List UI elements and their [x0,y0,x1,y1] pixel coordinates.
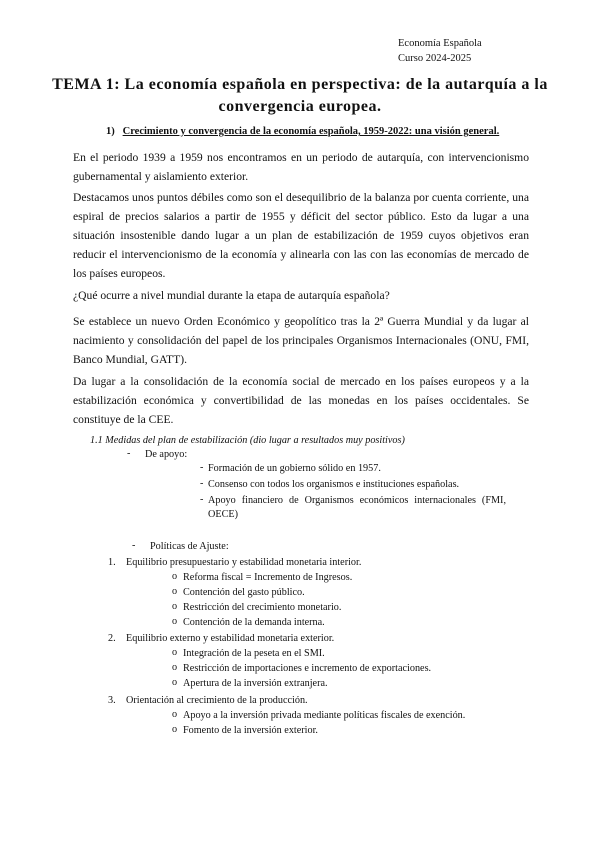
dash-bullet: - [200,494,204,505]
section-title: Crecimiento y convergencia de la economía española, 1959-2022: una visión general. [122,126,500,137]
paragraph-orden-economico: Se establece un nuevo Orden Económico y geopolítico tras la 2ª Guerra Mundial y da lugar al nacimiento y consolidación del papel de los principales Organismos Internacionales (ONU, FMI, Banco Mundial, GATT). [73,315,529,366]
ajuste-subitem: Restricción de importaciones e incremento de exportaciones. [183,663,432,674]
list-number: 2. [108,633,116,644]
circle-bullet-icon: o [172,616,178,627]
ajuste-subitem: Apertura de la inversión extranjera. [183,678,328,689]
dash-bullet: - [200,462,204,473]
ajuste-label: Políticas de Ajuste: [150,541,229,552]
apoyo-item: Formación de un gobierno sólido en 1957. [208,463,381,474]
paragraph-puntos-debiles: Destacamos unos puntos débiles como son el desequilibrio de la balanza por cuenta corriente, una espiral de precios salarios a partir de 1955 y déficit del sector público. Esto da lugar a una situación insostenible dando lugar a un plan de estabilización de 1959 cuyos objetivos eran reducir el intervencionismo de la economía y alinearla con las con las economías de mercado de los países europeos. [73,191,529,280]
ajuste-subitem: Fomento de la inversión exterior. [183,725,318,736]
apoyo-item: Consenso con todos los organismos e instituciones españolas. [208,479,460,490]
ajuste-item: Equilibrio externo y estabilidad monetaria exterior. [126,633,335,644]
list-number: 3. [108,695,116,706]
circle-bullet-icon: o [172,647,178,658]
circle-bullet-icon: o [172,571,178,582]
subsection-heading: 1.1 Medidas del plan de estabilización (dio lugar a resultados muy positivos) [90,435,405,446]
ajuste-subitem: Apoyo a la inversión privada mediante políticas fiscales de exención. [183,710,466,721]
apoyo-item: Apoyo financiero de Organismos económicos internacionales (FMI, OECE) [208,495,506,520]
ajuste-subitem: Restricción del crecimiento monetario. [183,602,342,613]
dash-bullet: - [127,448,131,459]
circle-bullet-icon: o [172,601,178,612]
dash-bullet: - [132,540,136,551]
ajuste-subitem: Contención del gasto público. [183,587,305,598]
ajuste-item: Equilibrio presupuestario y estabilidad monetaria interior. [126,557,362,568]
circle-bullet-icon: o [172,662,178,673]
paragraph-consolidacion: Da lugar a la consolidación de la economía social de mercado en los países europeos y a la estabilización económica y convertibilidad de las monedas en los países occidentales. Se constituye de la CEE. [73,375,529,426]
section-heading [106,126,499,137]
ajuste-subitem: Contención de la demanda interna. [183,617,325,628]
section-number: 1) [106,126,115,137]
paragraph-autarquia: En el periodo 1939 a 1959 nos encontramos en un periodo de autarquía, con intervencionismo gubernamental y aislamiento exterior. [73,151,529,183]
circle-bullet-icon: o [172,724,178,735]
dash-bullet: - [200,478,204,489]
circle-bullet-icon: o [172,586,178,597]
header-course: Economía Española [398,38,482,49]
ajuste-subitem: Integración de la peseta en el SMI. [183,648,325,659]
page-title: TEMA 1: La economía española en perspectiva: de la autarquía a la convergencia europea. [52,76,548,115]
circle-bullet-icon: o [172,709,178,720]
list-number: 1. [108,557,116,568]
circle-bullet-icon: o [172,677,178,688]
ajuste-item: Orientación al crecimiento de la producción. [126,695,308,706]
ajuste-subitem: Reforma fiscal = Incremento de Ingresos. [183,572,353,583]
apoyo-label: De apoyo: [145,449,188,460]
header-year: Curso 2024-2025 [398,53,472,64]
paragraph-pregunta: ¿Qué ocurre a nivel mundial durante la etapa de autarquía española? [73,289,390,302]
